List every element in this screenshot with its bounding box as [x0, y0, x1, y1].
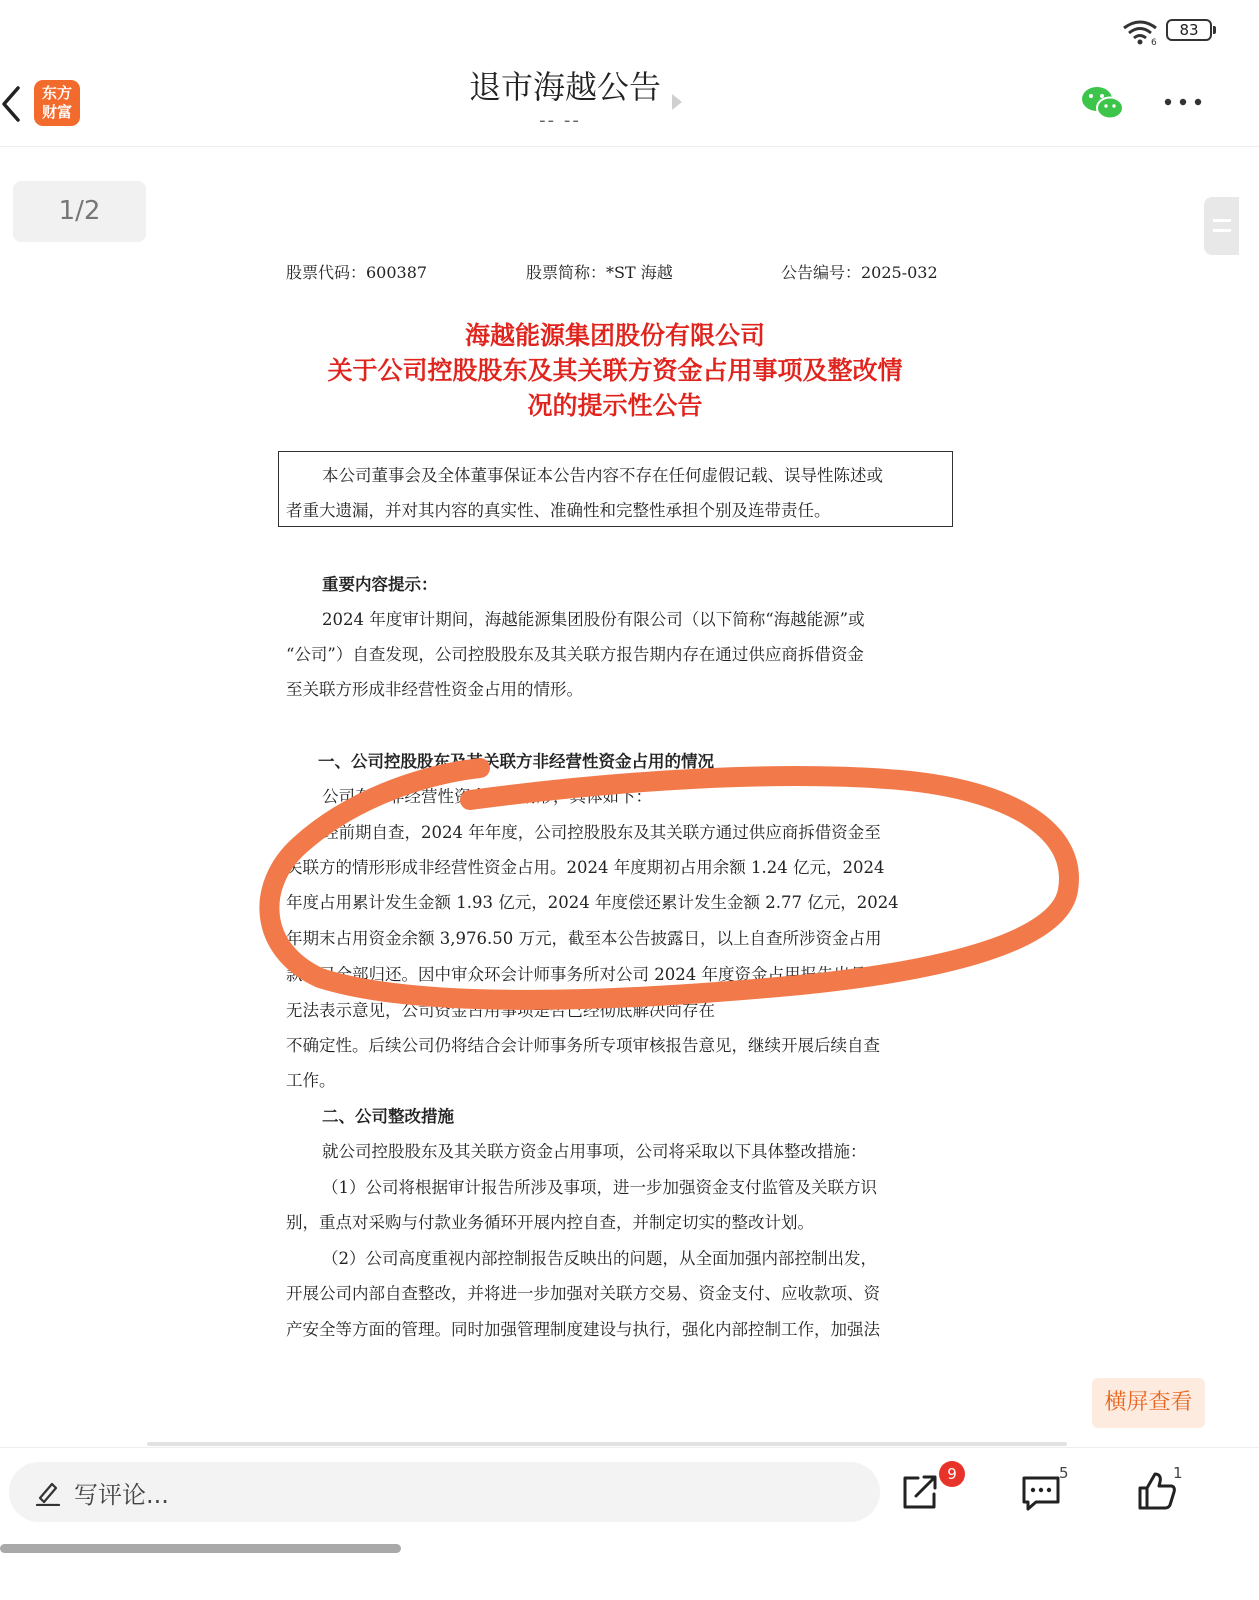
section1-line-2: 经前期自查，2024 年年度，公司控股股东及其关联方通过供应商拆借资金至 [322, 823, 881, 842]
section2-heading: 二、公司整改措施 [322, 1107, 454, 1126]
comment-count: 5 [1059, 1464, 1069, 1482]
home-indicator [0, 1544, 401, 1553]
doc-title-line-1: 海越能源集团股份有限公司 [464, 321, 765, 350]
section2-line-6: 产安全等方面的管理。同时加强管理制度建设与执行，强化内部控制工作，加强法 [286, 1320, 880, 1339]
page-title: 退市海越公告 [468, 68, 661, 106]
landscape-view-button[interactable]: 横屏查看 [1092, 1378, 1205, 1428]
page-subtitle: -- -- [539, 110, 581, 131]
bottom-divider [0, 1447, 1259, 1448]
section2-line-1: 就公司控股股东及其关联方资金占用事项，公司将采取以下具体整改措施： [322, 1142, 867, 1161]
section2-line-4: （2）公司高度重视内部控制报告反映出的问题，从全面加强内部控制出发， [322, 1249, 877, 1268]
section1-line-8: 不确定性。后续公司仍将结合会计师事务所专项审核报告意见，继续开展后续自查 [286, 1036, 880, 1055]
important-heading: 重要内容提示： [322, 575, 438, 594]
horizontal-scrollbar[interactable] [147, 1442, 1067, 1446]
section1-line-9: 工作。 [286, 1071, 336, 1090]
section2-line-5: 开展公司内部自查整改，并将进一步加强对关联方交易、资金支付、应收款项、资 [286, 1284, 880, 1303]
section1-line-3: 关联方的情形形成非经营性资金占用。2024 年度期初占用余额 1.24 亿元，2024 [286, 858, 885, 877]
wechat-share-icon[interactable] [1080, 84, 1126, 122]
stock-code: 股票代码：600387 [286, 263, 428, 282]
important-line-3: 至关联方形成非经营性资金占用的情形。 [286, 680, 583, 699]
wifi-icon [1121, 18, 1159, 46]
important-line-2: “公司”）自查发现，公司控股股东及其关联方报告期内存在通过供应商拆借资金 [286, 645, 864, 664]
thumbs-up-icon[interactable] [1136, 1470, 1178, 1512]
disclaimer-line-1: 本公司董事会及全体董事保证本公告内容不存在任何虚假记载、误导性陈述或 [322, 466, 883, 485]
section2-line-3: 别，重点对采购与付款业务循环开展内控自查，并制定切实的整改计划。 [286, 1213, 814, 1232]
doc-title-line-2: 关于公司控股股东及其关联方资金占用事项及整改情 [327, 356, 903, 385]
disclaimer-line-2: 者重大遗漏，并对其内容的真实性、准确性和完整性承担个别及连带责任。 [286, 501, 831, 520]
like-count: 1 [1173, 1464, 1183, 1482]
battery-indicator: 83 [1166, 19, 1212, 41]
comment-icon[interactable] [1020, 1474, 1062, 1512]
doc-title-line-3: 况的提示性公告 [527, 391, 703, 420]
section1-line-1: 公司存在非经营性资金占用情形，具体如下： [322, 787, 652, 806]
notice-number: 公告编号：2025-032 [781, 263, 938, 282]
pencil-icon [34, 1478, 62, 1506]
stock-name: 股票简称：*ST 海越 [526, 263, 673, 282]
section1-heading: 一、公司控股股东及其关联方非经营性资金占用的情况 [318, 752, 714, 771]
section1-line-6: 款项已全部归还。因中审众环会计师事务所对公司 2024 年度资金占用报告出具了 [286, 965, 883, 984]
scroll-handle[interactable] [1204, 197, 1239, 255]
more-options-icon[interactable] [1162, 96, 1204, 108]
section1-line-4: 年度占用累计发生金额 1.93 亿元，2024 年度偿还累计发生金额 2.77 亿元，2024 [286, 893, 899, 912]
section1-line-7: 无法表示意见，公司资金占用事项是否已经彻底解决尚存在 [286, 1001, 715, 1020]
header-divider [0, 146, 1259, 147]
logo-line-1: 东方 [41, 84, 72, 102]
section1-line-5: 年期末占用资金余额 3,976.50 万元，截至本公告披露日，以上自查所涉资金占用 [286, 929, 882, 948]
section2-line-2: （1）公司将根据审计报告所涉及事项，进一步加强资金支付监管及关联方识 [322, 1178, 877, 1197]
page-indicator: 1/2 [13, 181, 146, 242]
share-count-badge: 9 [939, 1461, 965, 1487]
play-triangle-icon[interactable] [670, 92, 684, 112]
svg-text:6: 6 [1151, 38, 1157, 46]
back-arrow-icon[interactable] [0, 84, 26, 124]
logo-line-2: 财富 [41, 103, 72, 121]
important-line-1: 2024 年度审计期间，海越能源集团股份有限公司（以下简称“海越能源”或 [322, 610, 865, 629]
app-logo [34, 80, 80, 126]
comment-placeholder[interactable]: 写评论... [74, 1481, 169, 1509]
share-icon[interactable] [900, 1472, 942, 1512]
